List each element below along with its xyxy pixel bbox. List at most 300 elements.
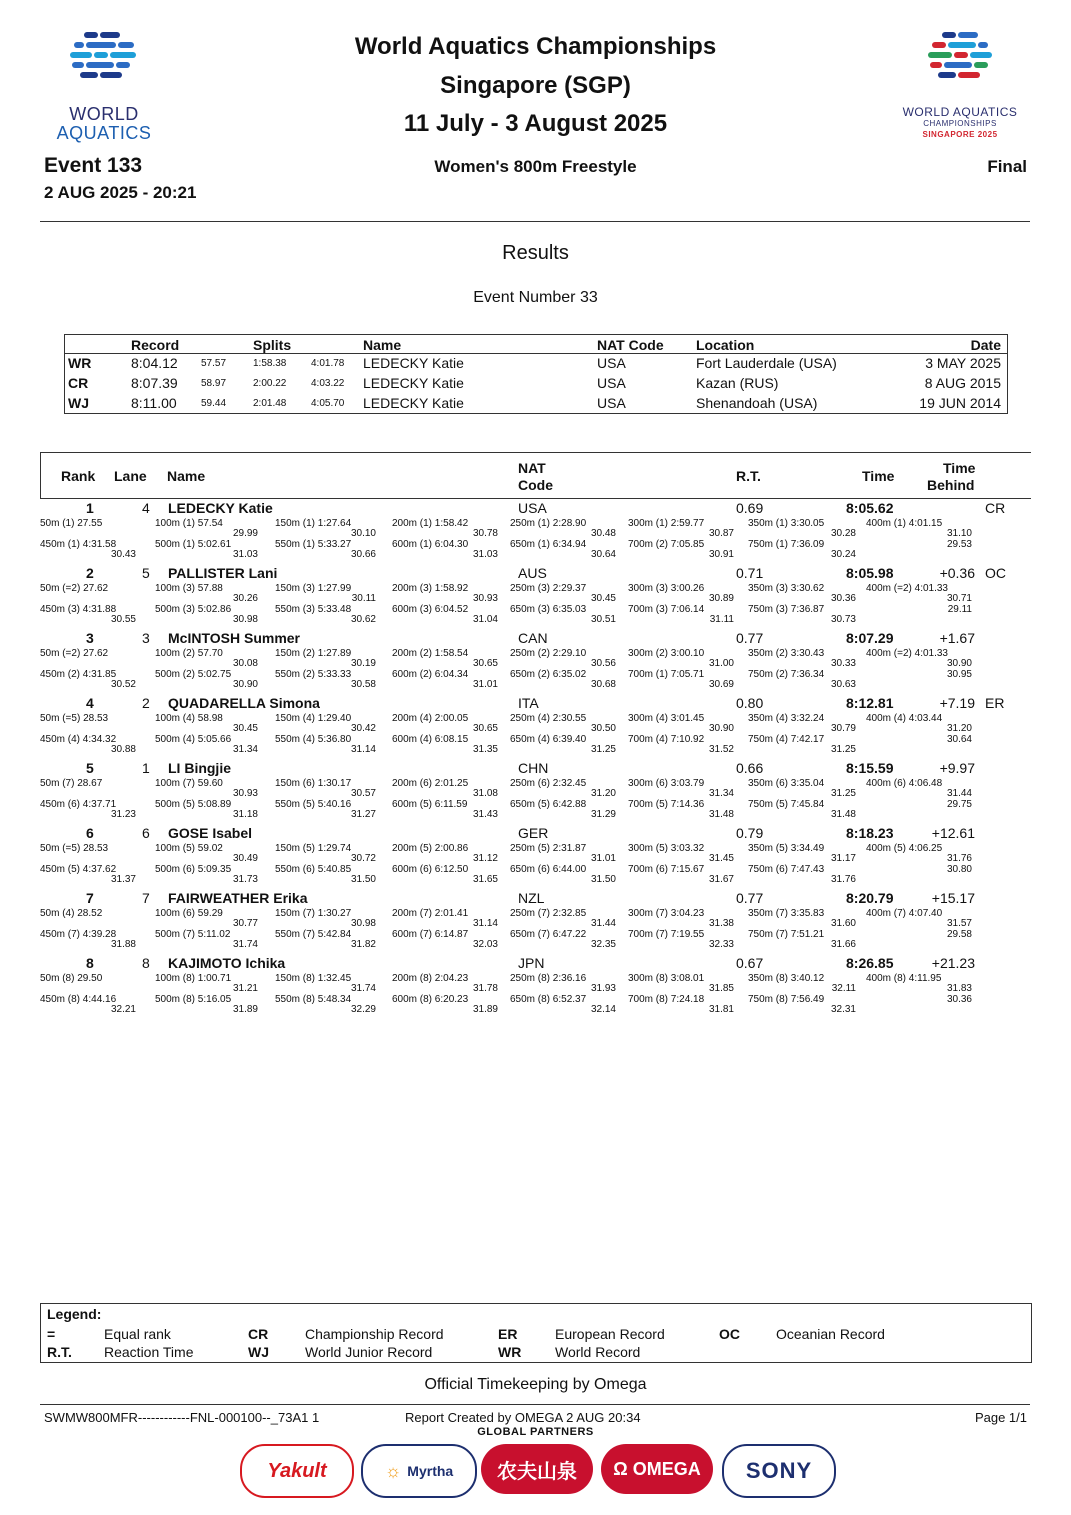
split-delta: 30.80	[946, 864, 972, 875]
athlete-time: 8:20.79	[846, 890, 894, 906]
split-delta: 31.76	[830, 874, 856, 885]
split-time: 550m (5) 5:40.16	[275, 799, 352, 810]
split-cell	[510, 519, 616, 539]
split-time: 550m (2) 5:33.33	[275, 669, 352, 680]
split-time: 500m (3) 5:02.86	[155, 604, 232, 615]
athlete-behind: +21.23	[931, 955, 975, 971]
split-time: 500m (8) 5:16.05	[155, 994, 232, 1005]
omega-logo	[601, 1444, 713, 1494]
split-delta: 30.28	[830, 528, 856, 539]
results-header-rank: Rank	[61, 468, 96, 484]
split-time: 450m (7) 4:39.28	[40, 929, 117, 940]
split-time: 400m (7) 4:07.40	[866, 908, 943, 919]
split-cell	[40, 800, 136, 820]
split-delta: 30.45	[232, 723, 258, 734]
split-time: 250m (6) 2:32.45	[510, 778, 587, 789]
split-delta: 29.11	[947, 604, 972, 615]
split-cell	[866, 909, 972, 929]
athlete-rank: 5	[86, 760, 94, 776]
omega-symbol-icon: Ω	[613, 1458, 633, 1479]
split-time: 450m (4) 4:34.32	[40, 734, 117, 745]
split-time: 650m (6) 6:44.00	[510, 864, 587, 875]
split-delta: 30.68	[590, 679, 616, 690]
split-time: 200m (3) 1:58.92	[392, 583, 469, 594]
split-cell	[392, 909, 498, 929]
records-header-location: Location	[696, 337, 755, 353]
split-delta: 31.52	[708, 744, 734, 755]
split-cell	[866, 584, 972, 604]
split-delta: 31.73	[232, 874, 258, 885]
split-delta: 30.64	[590, 549, 616, 560]
split-cell	[40, 909, 136, 919]
split-cell	[866, 865, 972, 875]
split-delta: 31.57	[946, 918, 972, 929]
split-cell	[510, 584, 616, 604]
split-time: 600m (6) 6:12.50	[392, 864, 469, 875]
split-cell	[40, 974, 136, 984]
athlete-behind: +1.67	[939, 630, 975, 646]
athlete-name: PALLISTER Lani	[168, 565, 278, 581]
athlete-rt: 0.77	[736, 890, 764, 906]
split-cell	[866, 605, 972, 615]
split-cell	[392, 584, 498, 604]
split-delta: 31.29	[590, 809, 616, 820]
split-cell	[155, 605, 258, 625]
split-time: 150m (7) 1:30.27	[275, 908, 352, 919]
split-delta: 30.93	[472, 593, 498, 604]
split-cell	[40, 865, 136, 885]
split-delta: 30.89	[708, 593, 734, 604]
split-cell	[510, 974, 616, 994]
split-delta: 30.62	[350, 614, 376, 625]
split-delta: 31.89	[232, 1004, 258, 1015]
athlete-rank: 4	[86, 695, 94, 711]
split-delta: 31.74	[350, 983, 376, 994]
split-cell	[275, 800, 376, 820]
athlete-behind: +15.17	[931, 890, 975, 906]
legend-code: =	[47, 1326, 56, 1342]
split-time: 500m (7) 5:11.02	[155, 929, 231, 940]
split-cell	[155, 779, 258, 799]
split-delta: 32.31	[830, 1004, 856, 1015]
split-cell	[392, 605, 498, 625]
split-time: 700m (5) 7:14.36	[628, 799, 705, 810]
event-number: Event Number 33	[473, 289, 598, 306]
split-delta: 30.26	[232, 593, 258, 604]
split-time: 650m (5) 6:42.88	[510, 799, 587, 810]
split-cell	[40, 605, 136, 625]
split-cell	[155, 735, 258, 755]
split-delta: 29.75	[946, 799, 972, 810]
nongfu-logo: 农夫山泉	[481, 1444, 593, 1494]
split-delta: 31.66	[830, 939, 856, 950]
results-header-lane: Lane	[114, 468, 147, 484]
split-cell	[748, 670, 856, 690]
split-cell	[275, 974, 376, 994]
split-delta: 30.65	[472, 658, 498, 669]
split-delta: 31.44	[946, 788, 972, 799]
split-cell	[40, 584, 136, 594]
timekeeping-note: Official Timekeeping by Omega	[424, 1376, 647, 1393]
record-name: LEDECKY Katie	[363, 395, 464, 411]
split-delta: 32.35	[590, 939, 616, 950]
legend-box	[40, 1303, 1032, 1363]
split-cell	[748, 540, 856, 560]
split-cell	[155, 930, 258, 950]
legend-code: WR	[498, 1344, 522, 1360]
results-header-name: Name	[167, 468, 206, 484]
athlete-behind: +0.36	[939, 565, 975, 581]
split-cell	[628, 649, 734, 669]
athlete-nat: USA	[518, 500, 547, 516]
split-cell	[40, 540, 136, 560]
split-cell	[628, 714, 734, 734]
split-delta: 30.42	[350, 723, 376, 734]
athlete-record: CR	[985, 500, 1006, 516]
split-time: 700m (2) 7:05.85	[628, 539, 705, 550]
athlete-rt: 0.71	[736, 565, 764, 581]
split-delta: 31.04	[472, 614, 498, 625]
logo-right-line1: WORLD AQUATICS	[902, 105, 1018, 119]
split-time: 250m (7) 2:32.85	[510, 908, 587, 919]
split-time: 350m (6) 3:35.04	[748, 778, 825, 789]
split-time: 650m (3) 6:35.03	[510, 604, 587, 615]
split-time: 200m (5) 2:00.86	[392, 843, 469, 854]
split-time: 250m (4) 2:30.55	[510, 713, 587, 724]
split-time: 350m (2) 3:30.43	[748, 648, 825, 659]
split-delta: 31.20	[590, 788, 616, 799]
split-delta: 31.38	[708, 918, 734, 929]
split-delta: 30.36	[946, 994, 972, 1005]
split-time: 100m (6) 59.29	[155, 908, 223, 919]
split-cell	[155, 649, 258, 669]
split-delta: 31.93	[590, 983, 616, 994]
split-time: 750m (4) 7:42.17	[748, 734, 825, 745]
legend-desc: World Record	[555, 1344, 641, 1360]
split-cell	[392, 995, 498, 1015]
split-cell	[155, 865, 258, 885]
report-created: Report Created by OMEGA 2 AUG 20:34	[405, 1410, 641, 1425]
split-delta: 31.03	[232, 549, 258, 560]
athlete-lane: 1	[142, 760, 150, 776]
split-cell	[275, 714, 376, 734]
split-time: 200m (2) 1:58.54	[392, 648, 469, 659]
split-delta: 31.17	[830, 853, 856, 864]
split-cell	[275, 540, 376, 560]
myrtha-logo	[361, 1444, 477, 1498]
split-delta: 30.77	[232, 918, 258, 929]
athlete-row	[0, 890, 1071, 955]
split-cell	[155, 670, 258, 690]
split-time: 100m (5) 59.02	[155, 843, 223, 854]
logo-right-line3: SINGAPORE 2025	[922, 130, 998, 139]
split-cell	[510, 909, 616, 929]
split-cell	[392, 844, 498, 864]
split-time: 400m (6) 4:06.48	[866, 778, 943, 789]
logo-left-line2: AQUATICS	[56, 123, 152, 143]
split-time: 750m (8) 7:56.49	[748, 994, 825, 1005]
split-delta: 30.71	[946, 593, 972, 604]
split-time: 200m (6) 2:01.25	[392, 778, 469, 789]
athlete-behind: +9.97	[939, 760, 975, 776]
split-time: 100m (1) 57.54	[155, 518, 223, 529]
record-location: Shenandoah (USA)	[696, 395, 818, 411]
split-delta: 31.45	[708, 853, 734, 864]
split-time: 50m (=5) 28.53	[40, 843, 109, 854]
split-delta: 31.01	[590, 853, 616, 864]
athlete-rt: 0.67	[736, 955, 764, 971]
split-time: 400m (4) 4:03.44	[866, 713, 943, 724]
records-table	[64, 334, 1008, 414]
split-time: 450m (6) 4:37.71	[40, 799, 117, 810]
record-type: WR	[68, 355, 92, 371]
records-header-nat: NAT Code	[597, 337, 664, 353]
split-cell	[510, 714, 616, 734]
split-time: 700m (3) 7:06.14	[628, 604, 705, 615]
split-delta: 31.14	[472, 918, 498, 929]
split-cell	[510, 649, 616, 669]
split-time: 50m (8) 29.50	[40, 973, 103, 984]
split-delta: 29.99	[232, 528, 258, 539]
athlete-time: 8:07.29	[846, 630, 894, 646]
split-delta: 30.88	[110, 744, 136, 755]
split-time: 450m (5) 4:37.62	[40, 864, 117, 875]
split-cell	[392, 519, 498, 539]
split-delta: 31.14	[350, 744, 376, 755]
athlete-name: McINTOSH Summer	[168, 630, 300, 646]
split-cell	[628, 974, 734, 994]
split-time: 600m (4) 6:08.15	[392, 734, 469, 745]
split-cell	[392, 865, 498, 885]
athlete-rank: 8	[86, 955, 94, 971]
record-nat: USA	[597, 395, 626, 411]
split-cell	[392, 649, 498, 669]
split-time: 50m (7) 28.67	[40, 778, 103, 789]
split-cell	[392, 670, 498, 690]
split-cell	[392, 714, 498, 734]
athlete-rt: 0.80	[736, 695, 764, 711]
event-datetime: 2 AUG 2025 - 20:21	[44, 183, 197, 202]
record-time: 8:11.00	[131, 395, 177, 411]
athlete-time: 8:15.59	[846, 760, 894, 776]
split-time: 150m (1) 1:27.64	[275, 518, 352, 529]
split-delta: 31.82	[350, 939, 376, 950]
split-time: 200m (1) 1:58.42	[392, 518, 469, 529]
split-time: 600m (2) 6:04.34	[392, 669, 469, 680]
split-delta: 31.20	[946, 723, 972, 734]
split-time: 100m (8) 1:00.71	[155, 973, 232, 984]
split-delta: 31.74	[232, 939, 258, 950]
record-s2: 2:00.22	[253, 378, 287, 389]
split-cell	[628, 519, 734, 539]
split-delta: 30.48	[590, 528, 616, 539]
athlete-time: 8:05.98	[846, 565, 894, 581]
split-delta: 31.27	[350, 809, 376, 820]
athlete-nat: GER	[518, 825, 549, 841]
athlete-rt: 0.66	[736, 760, 764, 776]
athlete-lane: 3	[142, 630, 150, 646]
split-cell	[628, 930, 734, 950]
split-cell	[748, 930, 856, 950]
split-time: 700m (1) 7:05.71	[628, 669, 705, 680]
split-time: 350m (7) 3:35.83	[748, 908, 825, 919]
split-time: 750m (1) 7:36.09	[748, 539, 825, 550]
split-time: 150m (5) 1:29.74	[275, 843, 352, 854]
record-nat: USA	[597, 355, 626, 371]
legend-code: OC	[719, 1326, 740, 1342]
record-s3: 4:03.22	[311, 378, 345, 389]
split-delta: 31.67	[708, 874, 734, 885]
split-cell	[392, 800, 498, 820]
split-time: 450m (3) 4:31.88	[40, 604, 117, 615]
split-delta: 30.79	[830, 723, 856, 734]
split-cell	[392, 735, 498, 755]
split-cell	[748, 605, 856, 625]
split-cell	[628, 605, 734, 625]
split-delta: 31.89	[472, 1004, 498, 1015]
split-delta: 31.48	[708, 809, 734, 820]
split-cell	[275, 649, 376, 669]
legend-desc: World Junior Record	[305, 1344, 433, 1360]
legend-desc: Equal rank	[104, 1326, 171, 1342]
split-time: 250m (8) 2:36.16	[510, 973, 587, 984]
split-time: 300m (3) 3:00.26	[628, 583, 705, 594]
legend-code: WJ	[248, 1344, 269, 1360]
record-s1: 58.97	[201, 378, 227, 389]
split-time: 450m (2) 4:31.85	[40, 669, 117, 680]
split-cell	[866, 779, 972, 799]
split-delta: 31.37	[110, 874, 136, 885]
split-time: 150m (2) 1:27.89	[275, 648, 352, 659]
split-time: 150m (3) 1:27.99	[275, 583, 352, 594]
athlete-row	[0, 760, 1071, 825]
report-code: SWMW800MFR------------FNL-000100--_73A1 1	[44, 1410, 320, 1425]
split-cell	[392, 930, 498, 950]
split-delta: 32.21	[110, 1004, 136, 1015]
athlete-nat: CHN	[518, 760, 549, 776]
split-time: 100m (3) 57.88	[155, 583, 223, 594]
split-delta: 31.85	[708, 983, 734, 994]
split-cell	[628, 584, 734, 604]
athlete-rank: 3	[86, 630, 94, 646]
record-s3: 4:05.70	[311, 398, 345, 409]
split-cell	[155, 584, 258, 604]
split-delta: 30.66	[350, 549, 376, 560]
split-delta: 30.69	[708, 679, 734, 690]
athlete-rank: 6	[86, 825, 94, 841]
record-s3: 4:01.78	[311, 358, 345, 369]
split-delta: 31.83	[946, 983, 972, 994]
split-cell	[275, 930, 376, 950]
athlete-rt: 0.79	[736, 825, 764, 841]
split-cell	[748, 974, 856, 994]
title-line1: World Aquatics Championships	[354, 33, 717, 60]
split-time: 750m (2) 7:36.34	[748, 669, 825, 680]
split-time: 500m (6) 5:09.35	[155, 864, 232, 875]
record-row	[65, 375, 1007, 395]
athlete-time: 8:26.85	[846, 955, 894, 971]
legend-desc: European Record	[555, 1326, 665, 1342]
results-title: Results	[502, 242, 569, 264]
results-header-time: Time	[862, 468, 895, 484]
split-cell	[155, 519, 258, 539]
split-cell	[510, 800, 616, 820]
athlete-nat: JPN	[518, 955, 545, 971]
split-delta: 30.90	[946, 658, 972, 669]
split-time: 400m (8) 4:11.95	[866, 973, 942, 984]
split-delta: 31.88	[110, 939, 136, 950]
record-time: 8:07.39	[131, 375, 178, 391]
split-cell	[866, 714, 972, 734]
split-cell	[275, 995, 376, 1015]
results-header-behind1: Time	[943, 460, 976, 476]
split-delta: 30.49	[232, 853, 258, 864]
split-cell	[628, 735, 734, 755]
records-header-splits: Splits	[253, 337, 292, 353]
split-time: 150m (4) 1:29.40	[275, 713, 352, 724]
split-time: 250m (5) 2:31.87	[510, 843, 587, 854]
athlete-lane: 6	[142, 825, 150, 841]
split-time: 550m (7) 5:42.84	[275, 929, 352, 940]
split-cell	[748, 844, 856, 864]
split-time: 400m (1) 4:01.15	[866, 518, 943, 529]
record-name: LEDECKY Katie	[363, 355, 464, 371]
split-delta: 30.56	[590, 658, 616, 669]
split-delta: 31.12	[472, 853, 498, 864]
logo-right-line2: CHAMPIONSHIPS	[923, 119, 997, 128]
split-delta: 31.01	[472, 679, 498, 690]
split-cell	[866, 670, 972, 680]
split-delta: 32.11	[831, 983, 856, 994]
split-time: 650m (1) 6:34.94	[510, 539, 587, 550]
split-cell	[40, 930, 136, 950]
athlete-nat: ITA	[518, 695, 539, 711]
record-row	[65, 395, 1007, 415]
split-delta: 30.63	[830, 679, 856, 690]
split-delta: 30.57	[350, 788, 376, 799]
split-cell	[155, 800, 258, 820]
title-line2: Singapore (SGP)	[440, 72, 631, 99]
split-cell	[510, 995, 616, 1015]
split-delta: 31.23	[110, 809, 136, 820]
split-time: 300m (6) 3:03.79	[628, 778, 705, 789]
split-delta: 32.03	[472, 939, 498, 950]
split-delta: 30.45	[590, 593, 616, 604]
split-cell	[40, 779, 136, 789]
split-delta: 30.55	[110, 614, 136, 625]
split-time: 400m (=2) 4:01.33	[866, 583, 948, 594]
record-s1: 57.57	[201, 358, 227, 369]
split-time: 450m (8) 4:44.16	[40, 994, 117, 1005]
legend-code: R.T.	[47, 1344, 72, 1360]
split-delta: 31.10	[946, 528, 972, 539]
split-cell	[628, 995, 734, 1015]
split-time: 300m (8) 3:08.01	[628, 973, 705, 984]
split-cell	[40, 995, 136, 1015]
split-cell	[155, 714, 258, 734]
split-time: 550m (8) 5:48.34	[275, 994, 352, 1005]
split-delta: 31.08	[472, 788, 498, 799]
split-delta: 30.36	[830, 593, 856, 604]
split-time: 350m (3) 3:30.62	[748, 583, 825, 594]
split-time: 100m (2) 57.70	[155, 648, 223, 659]
split-delta: 30.78	[472, 528, 498, 539]
split-time: 650m (7) 6:47.22	[510, 929, 587, 940]
athlete-row	[0, 630, 1071, 695]
split-delta: 30.95	[946, 669, 972, 680]
split-cell	[40, 844, 136, 854]
athlete-row	[0, 825, 1071, 890]
